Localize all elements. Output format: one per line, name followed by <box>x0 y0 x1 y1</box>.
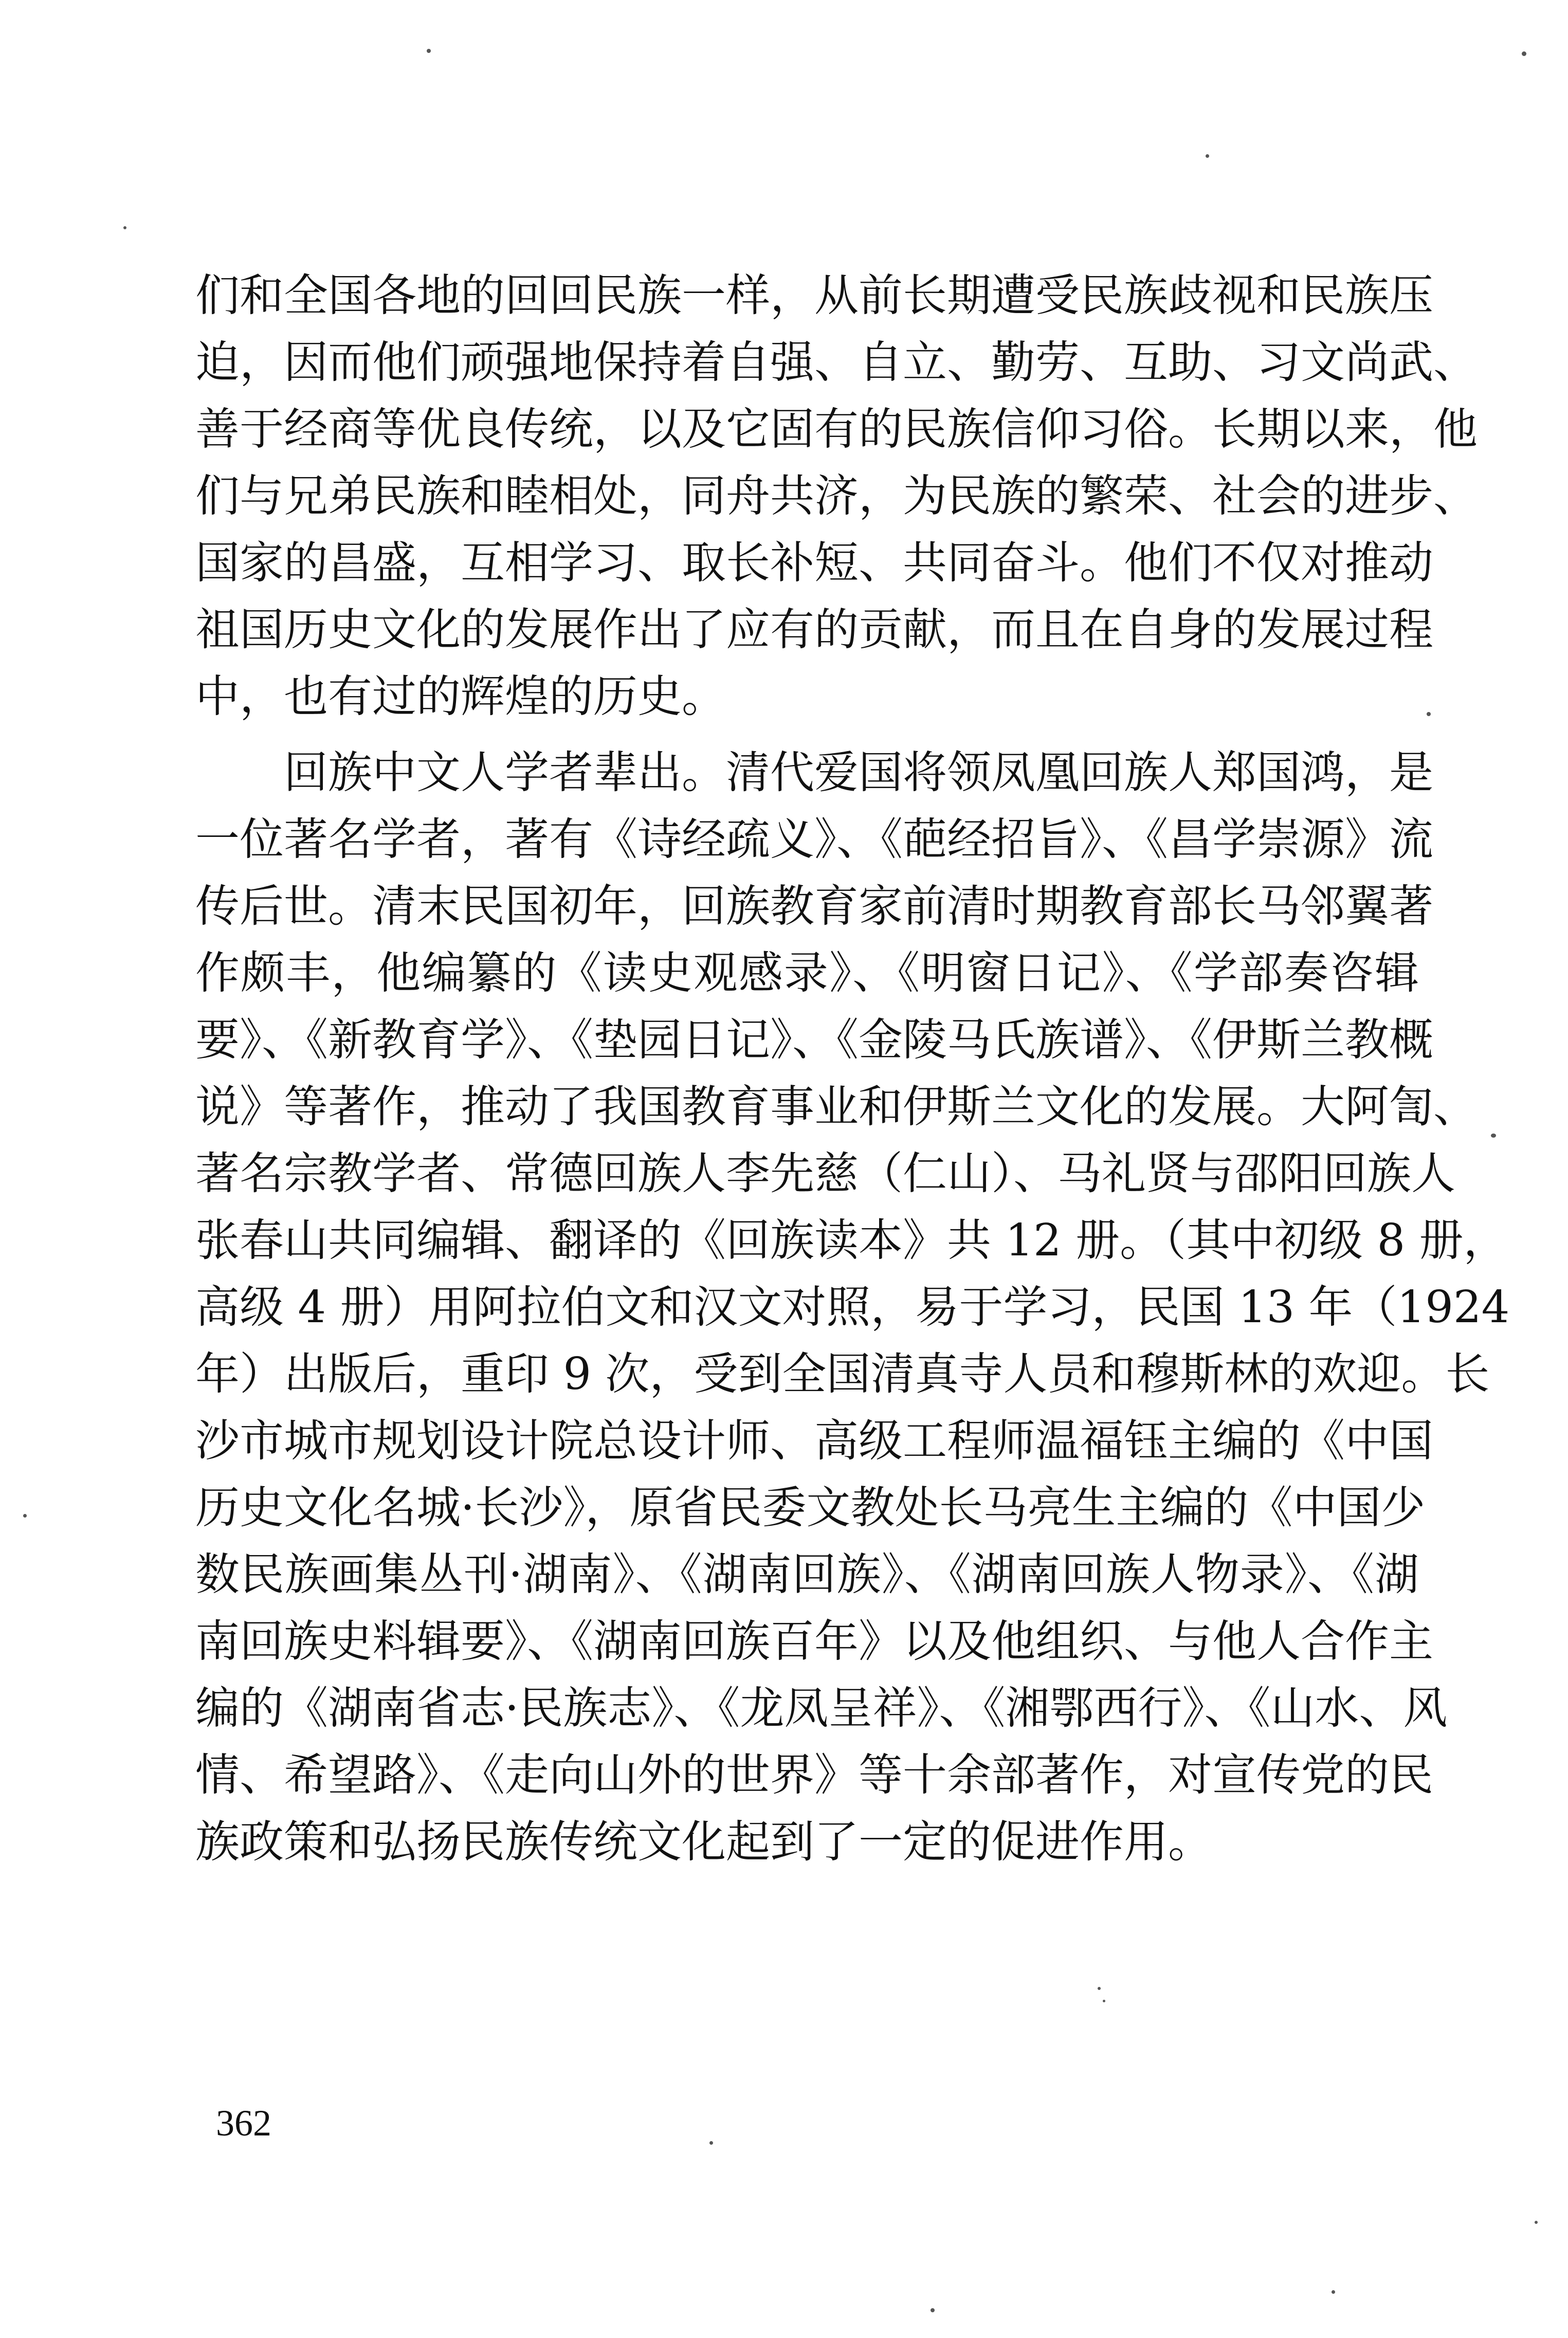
scan-speck <box>709 2141 713 2145</box>
scan-speck <box>931 2308 935 2312</box>
scan-speck <box>1103 2000 1105 2002</box>
paragraph-1 <box>195 262 1478 730</box>
text-line: 著名宗教学者、常德回族人李先慈（仁山）、马礼贤与邵阳回族人 <box>195 1148 1455 1199</box>
text-line: 要》、《新教育学》、《垫园日记》、《金陵马氏族谱》、《伊斯兰教概 <box>195 1014 1433 1066</box>
scan-speck <box>1332 2290 1335 2294</box>
text-line: 族政策和弘扬民族传统文化起到了一定的促进作用。 <box>195 1816 1212 1868</box>
text-line: 传后世。清末民国初年，回族教育家前清时期教育部长马邻翼著 <box>195 881 1433 932</box>
page-number: 362 <box>216 2103 271 2144</box>
text-line: 编的《湖南省志·民族志》、《龙凤呈祥》、《湘鄂西行》、《山水、风 <box>195 1683 1448 1734</box>
text-line: 南回族史料辑要》、《湖南回族百年》以及他组织、与他人合作主 <box>195 1616 1433 1667</box>
scan-speck <box>1491 1134 1496 1138</box>
text-line: 张春山共同编辑、翻译的《回族读本》共 12 册。（其中初级 8 册， <box>195 1215 1508 1266</box>
text-line: 沙市城市规划设计院总设计师、高级工程师温福钰主编的《中国 <box>195 1415 1433 1467</box>
text-line: 们与兄弟民族和睦相处，同舟共济，为民族的繁荣、社会的进步、 <box>195 470 1478 522</box>
body-text <box>195 262 1510 1875</box>
scan-speck <box>1535 2221 1538 2224</box>
text-line: 历史文化名城·长沙》，原省民委文教处长马亮生主编的《中国少 <box>195 1482 1426 1533</box>
paragraph-gap <box>195 730 1419 739</box>
text-line: 迫，因而他们顽强地保持着自强、自立、勤劳、互助、习文尚武、 <box>195 337 1478 388</box>
text-line: 数民族画集丛刊·湖南》、《湖南回族》、《湖南回族人物录》、《湖 <box>195 1549 1419 1600</box>
text-line: 一位著名学者，著有《诗经疏义》、《葩经招旨》、《昌学崇源》流 <box>195 814 1433 865</box>
text-line: 善于经商等优良传统，以及它固有的民族信仰习俗。长期以来，他 <box>195 404 1478 455</box>
scan-speck <box>1206 154 1209 158</box>
text-line: 年）出版后，重印 9 次，受到全国清真寺人员和穆斯林的欢迎。长 <box>195 1348 1490 1400</box>
text-line: 祖国历史文化的发展作出了应有的贡献，而且在自身的发展过程 <box>195 604 1433 655</box>
scan-speck <box>123 226 126 229</box>
text-line: 说》等著作，推动了我国教育事业和伊斯兰文化的发展。大阿訇、 <box>195 1081 1478 1133</box>
text-line: 情、希望路》、《走向山外的世界》等十余部著作，对宣传党的民 <box>195 1749 1433 1801</box>
paragraph-2 <box>195 739 1510 1875</box>
text-line: 国家的昌盛，互相学习、取长补短、共同奋斗。他们不仅对推动 <box>195 537 1433 589</box>
text-line: 们和全国各地的回回民族一样，从前长期遭受民族歧视和民族压 <box>195 270 1433 321</box>
scan-speck <box>1427 712 1431 716</box>
text-line: 中，也有过的辉煌的历史。 <box>195 671 726 722</box>
scan-speck <box>1098 1987 1101 1990</box>
text-line: 高级 4 册）用阿拉伯文和汉文对照，易于学习，民国 13 年（1924 <box>195 1282 1510 1333</box>
scan-speck <box>427 49 431 53</box>
text-line: 作颇丰，他编纂的《读史观感录》、《明窗日记》、《学部奏咨辑 <box>195 947 1419 999</box>
scan-speck <box>23 1514 27 1518</box>
text-line: 回族中文人学者辈出。清代爱国将领凤凰回族人郑国鸿，是 <box>284 747 1433 798</box>
scan-speck <box>1522 51 1526 56</box>
